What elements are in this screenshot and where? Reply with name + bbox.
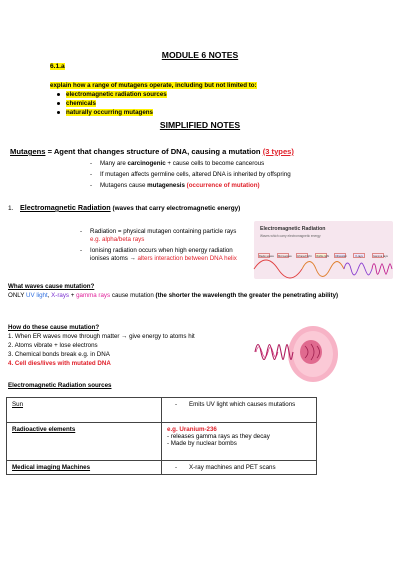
band-ultraviolet: Ultraviolet	[335, 255, 347, 258]
how-step-2: 2. Atoms vibrate + lose electrons	[8, 342, 98, 349]
source-name-cell: Radioactive elements	[7, 423, 162, 461]
wave-illustration	[254, 259, 393, 279]
cell-radiation-illustration	[253, 318, 339, 386]
em-point-1: - Radiation = physical mutagen containing particle rays e.g. alpha/beta rays	[80, 228, 237, 244]
objective-text: explain how a range of mutagens operate, including but not limited to:	[50, 82, 257, 89]
em-spectrum-figure	[254, 221, 393, 279]
objective-bullet-3: naturally occurring mutagens	[57, 109, 153, 117]
table-row	[7, 398, 317, 423]
band-visible: Visible light	[316, 255, 330, 258]
how-cause-question: How do these cause mutation?	[8, 324, 100, 331]
what-waves-answer: ONLY UV light, X-rays + gamma rays cause mutation (the shorter the wavelength the greater the penetrating ability)	[8, 292, 339, 299]
section-number: 6.1.a	[50, 63, 65, 70]
how-step-3: 3. Chemical bonds break e.g. in DNA	[8, 351, 110, 358]
em-section-heading: Electromagnetic Radiation (waves that carry electromagnetic energy)	[20, 203, 241, 212]
table-row	[7, 423, 317, 461]
subtitle: SIMPLIFIED NOTES	[159, 120, 241, 130]
page-title: MODULE 6 NOTES	[161, 50, 239, 60]
band-infrared: Infrared light	[297, 255, 312, 258]
source-detail-cell: - Emits UV light which causes mutations	[162, 398, 317, 423]
what-waves-question: What waves cause mutation?	[8, 283, 95, 290]
figure-title: Electromagnetic Radiation	[260, 226, 326, 232]
source-name-cell: Sun	[7, 398, 162, 423]
mutagens-definition: Mutagens = Agent that changes structure of DNA, causing a mutation (3 types)	[10, 147, 294, 156]
band-xray: X-rays	[353, 253, 365, 258]
band-microwave: Microwaves	[278, 255, 292, 258]
mutagens-point-1: - Many are carcinogenic + cause cells to become cancerous	[90, 160, 265, 167]
objective-bullet-1: electromagnetic radiation sources	[57, 91, 167, 99]
sources-table	[6, 397, 317, 475]
table-row	[7, 461, 317, 475]
how-step-4: 4. Cell dies/lives with mutated DNA	[8, 360, 111, 367]
figure-subtitle: Waves which carry electromagnetic energy	[260, 234, 321, 238]
band-radio: Radio waves	[259, 255, 274, 258]
source-detail-cell: e.g. Uranium-236 - releases gamma rays as they decay - Made by nuclear bombs	[162, 423, 317, 461]
how-step-1: 1. When ER waves move through matter → give energy to atoms hit	[8, 333, 195, 340]
em-point-2: - Ionising radiation occurs when high energy radiation ionises atoms → alters interaction between DNA helix	[80, 247, 237, 263]
objective-bullet-2: chemicals	[57, 100, 96, 108]
source-name-cell: Medical imaging Machines	[7, 461, 162, 475]
mutagens-point-2: - If mutagen affects germline cells, altered DNA is inherited by offspring	[90, 171, 291, 178]
sources-heading: Electromagnetic Radiation sources	[8, 382, 112, 389]
source-detail-cell: - X-ray machines and PET scans	[162, 461, 317, 475]
em-section-number: 1.	[8, 205, 14, 212]
band-gamma: Gamma rays	[373, 255, 388, 258]
mutagens-point-3: - Mutagens cause mutagenesis (occurrence of mutation)	[90, 182, 260, 189]
